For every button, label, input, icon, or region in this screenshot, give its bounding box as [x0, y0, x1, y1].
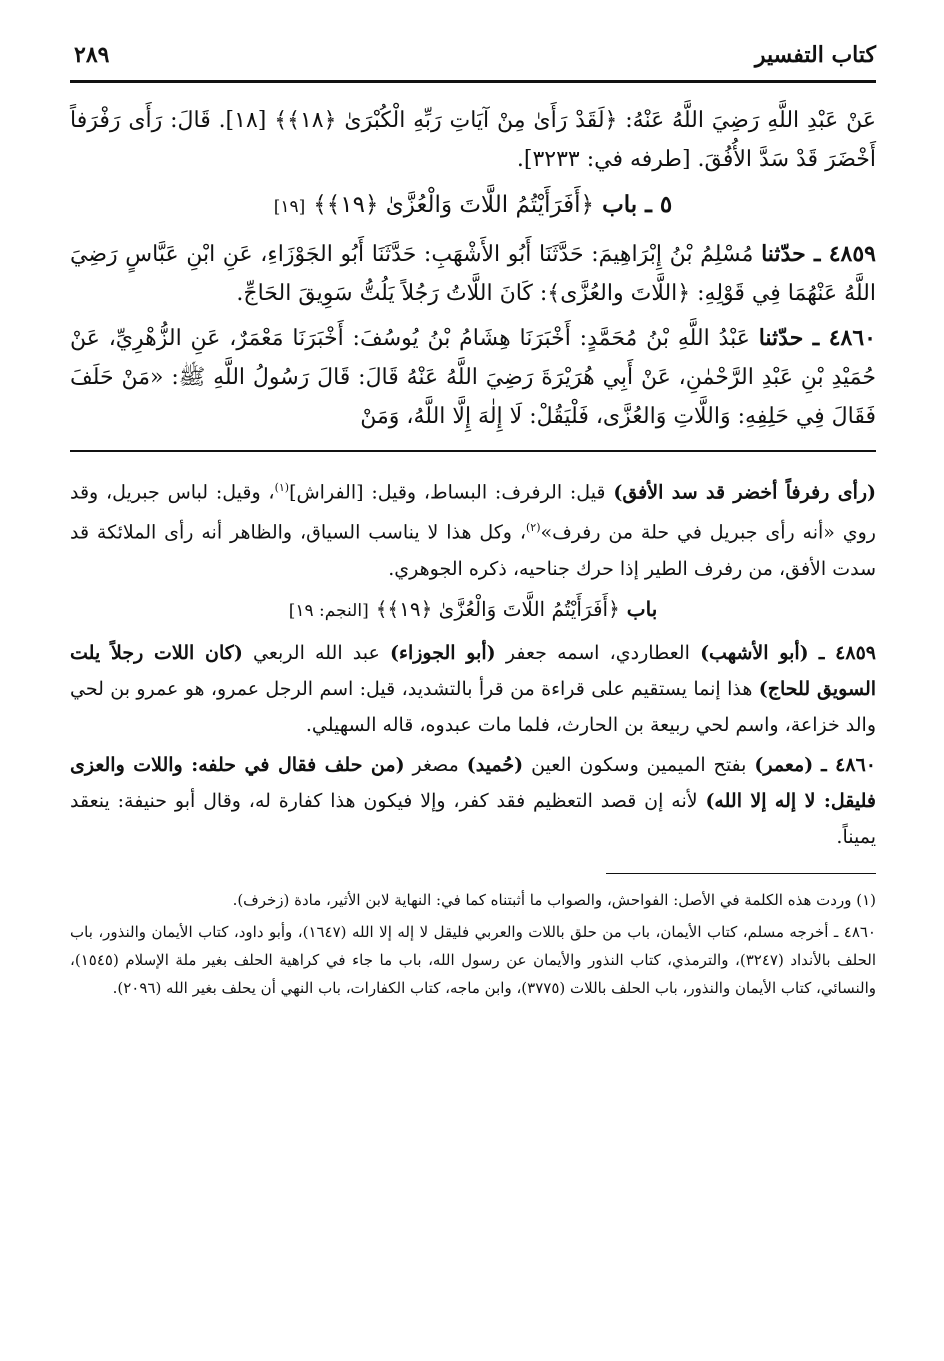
running-header [70, 40, 876, 83]
hadith-text [70, 101, 876, 436]
hadith-4859-text: مُسْلِمُ بْنُ إِبْرَاهِيمَ: حَدَّثَنَا أَبُو الأَشْهَبِ: حَدَّثَنَا أَبُو الجَوْزَاءِ، عَنِ ابْنِ عَبَّاسٍ رَضِيَ اللَّهُ عَنْهُمَا فِي قَوْلِهِ: ﴿اللَّاتَ والعُزَّى﴾: كَانَ اللَّاتُ رَجُلاً يَلُتُّ سَوِيقَ الحَاجِّ. [70, 242, 876, 306]
footnote-4860: ٤٨٦٠ ـ أخرجه مسلم، كتاب الأيمان، باب من حلق باللات والعربي فليقل لا إله إلا الله (١٦٤٧)، وأبو داود، كتاب الأيمان والنذور، باب الحلف بالأنداد (٣٢٤٧)، والترمذي، كتاب النذور والأيمان عن رسول الله، باب ما جاء في كراهية الحلف بغير ملة الإسلام (١٥٤٥)، والنسائي، كتاب الأيمان والنذور، باب الحلف باللات (٣٧٧٥)، وابن ماجه، كتاب الكفارات، باب النهي أن يحلف بغير الله (٢٠٩٦). [70, 922, 876, 997]
commentary-1-text-b: ، وقيل: لباس جبريل، وقد روي «أنه رأى جبريل في حلة من رفرف» [70, 481, 876, 544]
hadith-4860-text: عَبْدُ اللَّهِ بْنُ مُحَمَّدٍ: أَخْبَرَنَا هِشَامُ بْنُ يُوسُفَ: أَخْبَرَنَا مَعْمَرٌ، عَنِ الزُّهْرِيِّ، عَنْ حُمَيْدِ بْنِ عَبْدِ الرَّحْمٰنِ، عَنْ أَبِي هُرَيْرَةَ رَضِيَ اللَّهُ عَنْهُ قَالَ: قَالَ رَسُولُ اللَّهِ ﷺ: «مَنْ حَلَفَ فَقَالَ فِي حَلِفِهِ: وَاللَّاتِ وَالعُزَّى، فَلْيَقُلْ: لَا إِلٰهَ إِلَّا اللَّهُ، وَمَنْ [70, 326, 876, 429]
main-divider [70, 450, 876, 452]
chapter-reference: [١٩] [273, 197, 306, 217]
commentary-paragraph-1 [70, 470, 876, 587]
commentary-4859-bold-2: (أبو الجوزاء) [390, 641, 496, 664]
commentary-4859-text-3: هذا إنما يستقيم على قراءة من قرأ بالتشديد، قيل: اسم الرجل عمرو، هو عمرو بن لحي والد خزاعة، واسم لحي ربيعة بن الحارث، فلما مات عبدوه، قاله السهيلي. [70, 677, 876, 736]
chapter-heading [70, 185, 876, 227]
running-title: كتاب التفسير [754, 42, 876, 68]
commentary-4860-bold-2: (حُميد) [466, 753, 524, 776]
footnote-marker-2: (٢) [525, 521, 541, 535]
commentary-1-text-c: ، وكل هذا لا يناسب السياق، والظاهر أنه رأى الملائكة قد سدت الأفق، من رفرف الطير إذا حرك جناحيه، ذكره الجوهري. [70, 521, 876, 580]
footnotes [70, 886, 876, 1002]
commentary-chapter-verse: ﴿أَفَرَأَيْتُمُ اللَّاتَ وَالْعُزَّىٰ ﴿١٩﴾﴾ [375, 596, 620, 621]
hadith-4860-lead: ٤٨٦٠ ـ حدّثنا [758, 325, 876, 351]
commentary-4859 [70, 635, 876, 743]
commentary-4860-text-1: بفتح الميمين وسكون العين [531, 753, 747, 776]
continuation-paragraph: عَنْ عَبْدِ اللَّهِ رَضِيَ اللَّهُ عَنْهُ: ﴿لَقَدْ رَأَىٰ مِنْ آيَاتِ رَبِّهِ الْكُبْرَىٰ ﴿١٨﴾﴾ [١٨]. قَالَ: رَأَى رَفْرَفاً أَخْضَرَ قَدْ سَدَّ الأُفُقَ. [طرفه في: ٣٢٣٣]. [70, 108, 876, 172]
footnote-divider [606, 873, 876, 874]
commentary-1-text-a: قيل: الرفرف: البساط، وقيل: [الفراش] [289, 481, 606, 504]
commentary-4860-bold-3: (من حلف فقال في حلفه: واللات والعزى فليقل: لا إله إلا الله) [70, 753, 876, 812]
commentary-4860-text-2: مصغر [412, 753, 459, 776]
chapter-label: ٥ ـ باب [602, 191, 673, 218]
commentary-4859-lead: ٤٨٥٩ ـ [818, 641, 876, 664]
commentary-chapter-reference: [النجم: ١٩] [288, 600, 369, 621]
hadith-4859 [70, 235, 876, 313]
commentary-4860 [70, 747, 876, 855]
commentary-4859-bold-1: (أبو الأشهب) [700, 641, 809, 664]
footnote-marker-1: (١) [274, 481, 290, 494]
hadith-4860 [70, 319, 876, 436]
commentary-4859-text-1: العطاردي، اسمه جعفر [505, 641, 690, 664]
commentary-4860-text-3: لأنه إن قصد التعظيم فقد كفر، وإلا فيكون هذا كفارة له، وقال أبو حنيفة: ينعقد يميناً. [70, 789, 876, 848]
commentary-4860-lead: ٤٨٦٠ ـ [821, 753, 876, 776]
commentary-4860-bold-1: (معمر) [754, 753, 814, 776]
commentary-chapter-label: باب [626, 596, 658, 621]
chapter-verse: ﴿أَفَرَأَيْتُمُ اللَّاتَ وَالْعُزَّىٰ ﴿١٩﴾﴾ [313, 192, 595, 218]
commentary-1-bold: (رأى رفرفاً أخضر قد سد الأفق) [613, 481, 877, 504]
commentary-4859-text-2: عبد الله الربعي [253, 641, 380, 664]
footnote-1: (١) وردت هذه الكلمة في الأصل: الفواحش، والصواب ما أثبتناه كما في: النهاية لابن الأثير، مادة (زخرف). [232, 890, 876, 909]
commentary-chapter-heading [70, 591, 876, 629]
page-number: ٢٨٩ [74, 42, 110, 68]
hadith-4859-lead: ٤٨٥٩ ـ حدّثنا [761, 241, 876, 267]
commentary-4859-bold-3: (كان اللات رجلاً يلت السويق للحاج) [70, 641, 877, 700]
book-page [70, 40, 876, 1006]
commentary [70, 470, 876, 855]
